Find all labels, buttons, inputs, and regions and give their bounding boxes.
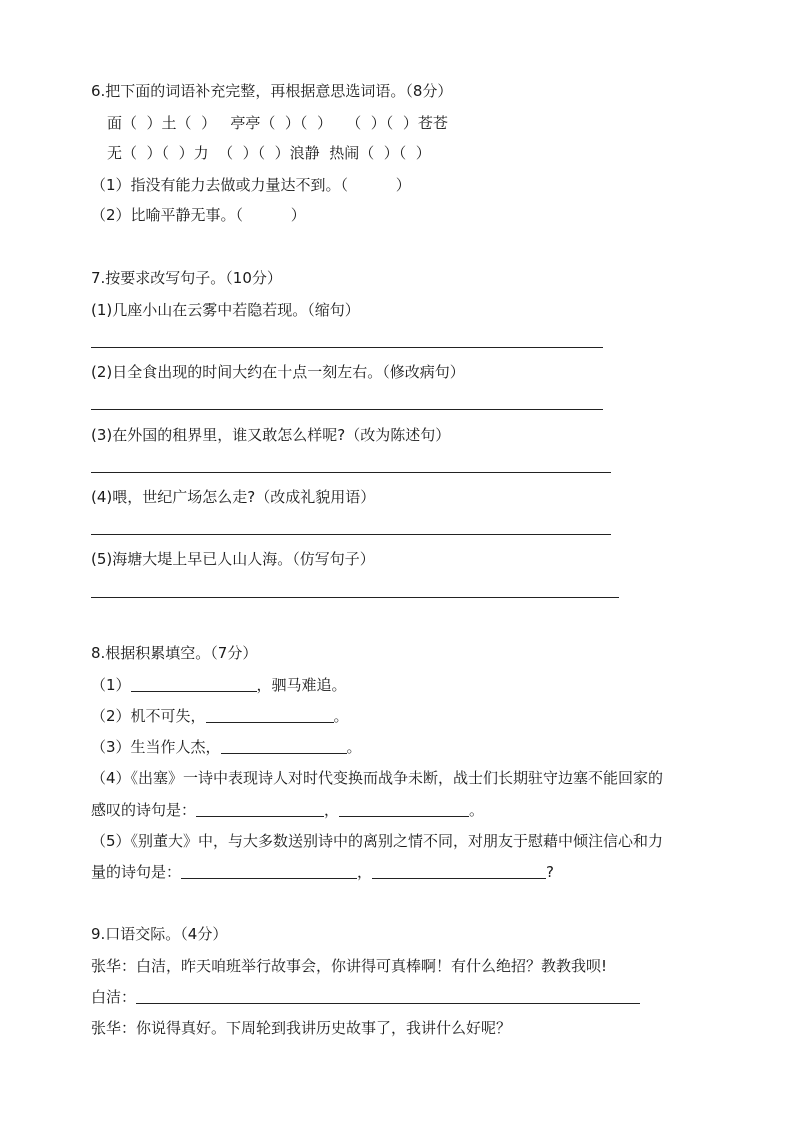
- q8-item-4-line-1: （4）《出塞》一诗中表现诗人对时代变换而战争未断，战士们长期驻守边塞不能回家的: [91, 769, 664, 787]
- q7-item-5: (5)海塘大堤上早已人山人海。（仿写句子）: [91, 550, 375, 568]
- fill-blank[interactable]: [136, 988, 640, 1004]
- q9-title: 9.口语交际。（4分）: [91, 925, 228, 943]
- q8-item-1-prefix: （1）: [91, 676, 131, 694]
- q8-item-3-suffix: 。: [346, 738, 362, 756]
- answer-line-3[interactable]: [91, 472, 611, 473]
- q8-item-4-suffix: 。: [469, 801, 485, 819]
- q9-dialog-2: [91, 987, 640, 1007]
- q7-item-3: (3)在外国的租界里，谁又敢怎么样呢?（改为陈述句）: [91, 426, 451, 444]
- q9-dialog-1: 张华：白洁，昨天咱班举行故事会，你讲得可真棒啊！有什么绝招？教教我呗!: [91, 957, 608, 975]
- q6-title: 6.把下面的词语补充完整，再根据意思选词语。（8分）: [91, 82, 453, 100]
- answer-line-5[interactable]: [91, 597, 619, 598]
- q7-title: 7.按要求改写句子。（10分）: [91, 269, 282, 287]
- q8-item-5-line-2: [91, 862, 554, 882]
- q8-item-5-separator: ，: [357, 863, 373, 881]
- fill-blank[interactable]: [339, 801, 469, 817]
- fill-blank[interactable]: [196, 801, 324, 817]
- fill-blank[interactable]: [221, 738, 347, 754]
- q8-title: 8.根据积累填空。（7分）: [91, 644, 258, 662]
- q8-item-2-suffix: 。: [333, 707, 349, 725]
- q8-item-3-prefix: （3）生当作人杰，: [91, 738, 221, 756]
- q8-item-2-prefix: （2）机不可失，: [91, 707, 206, 725]
- q6-item-2: （2）比喻平静无事。（ ）: [91, 206, 306, 224]
- q7-item-2: (2)日全食出现的时间大约在十点一刻左右。（修改病句）: [91, 363, 465, 381]
- q9-speaker-label: 白洁：: [91, 988, 137, 1006]
- fill-blank[interactable]: [372, 863, 546, 879]
- q8-item-4-prefix: 感叹的诗句是：: [91, 801, 197, 819]
- answer-line-4[interactable]: [91, 534, 611, 535]
- q8-item-4-separator: ，: [324, 801, 340, 819]
- q7-item-1: (1)几座小山在云雾中若隐若现。（缩句）: [91, 301, 360, 319]
- q6-item-1: （1）指没有能力去做或力量达不到。（ ）: [91, 176, 411, 194]
- q6-word-row-2: 无（ ）（ ）力 （ ）（ ）浪静 热闹（ ）（ ）: [107, 144, 431, 162]
- q8-item-5-prefix: 量的诗句是：: [91, 863, 182, 881]
- answer-line-2[interactable]: [91, 409, 603, 410]
- q8-item-3: [91, 737, 362, 757]
- answer-line-1[interactable]: [91, 347, 603, 348]
- q6-word-row-1: 面（ ）土（ ） 亭亭（ ）（ ） （ ）（ ）苍苍: [107, 114, 448, 132]
- q7-item-4: (4)喂，世纪广场怎么走?（改成礼貌用语）: [91, 488, 376, 506]
- q8-item-1-suffix: ，驷马难追。: [256, 676, 347, 694]
- fill-blank[interactable]: [181, 863, 357, 879]
- fill-blank[interactable]: [206, 707, 334, 723]
- fill-blank[interactable]: [131, 676, 257, 692]
- q8-item-5-suffix: ?: [546, 863, 554, 881]
- q8-item-5-line-1: （5）《别董大》中，与大多数送别诗中的离别之情不同，对朋友于慰藉中倾注信心和力: [91, 832, 664, 850]
- q8-item-2: [91, 706, 349, 726]
- q9-dialog-3: 张华：你说得真好。下周轮到我讲历史故事了，我讲什么好呢？: [91, 1019, 512, 1037]
- q8-item-1: [91, 675, 347, 695]
- q8-item-4-line-2: [91, 800, 484, 820]
